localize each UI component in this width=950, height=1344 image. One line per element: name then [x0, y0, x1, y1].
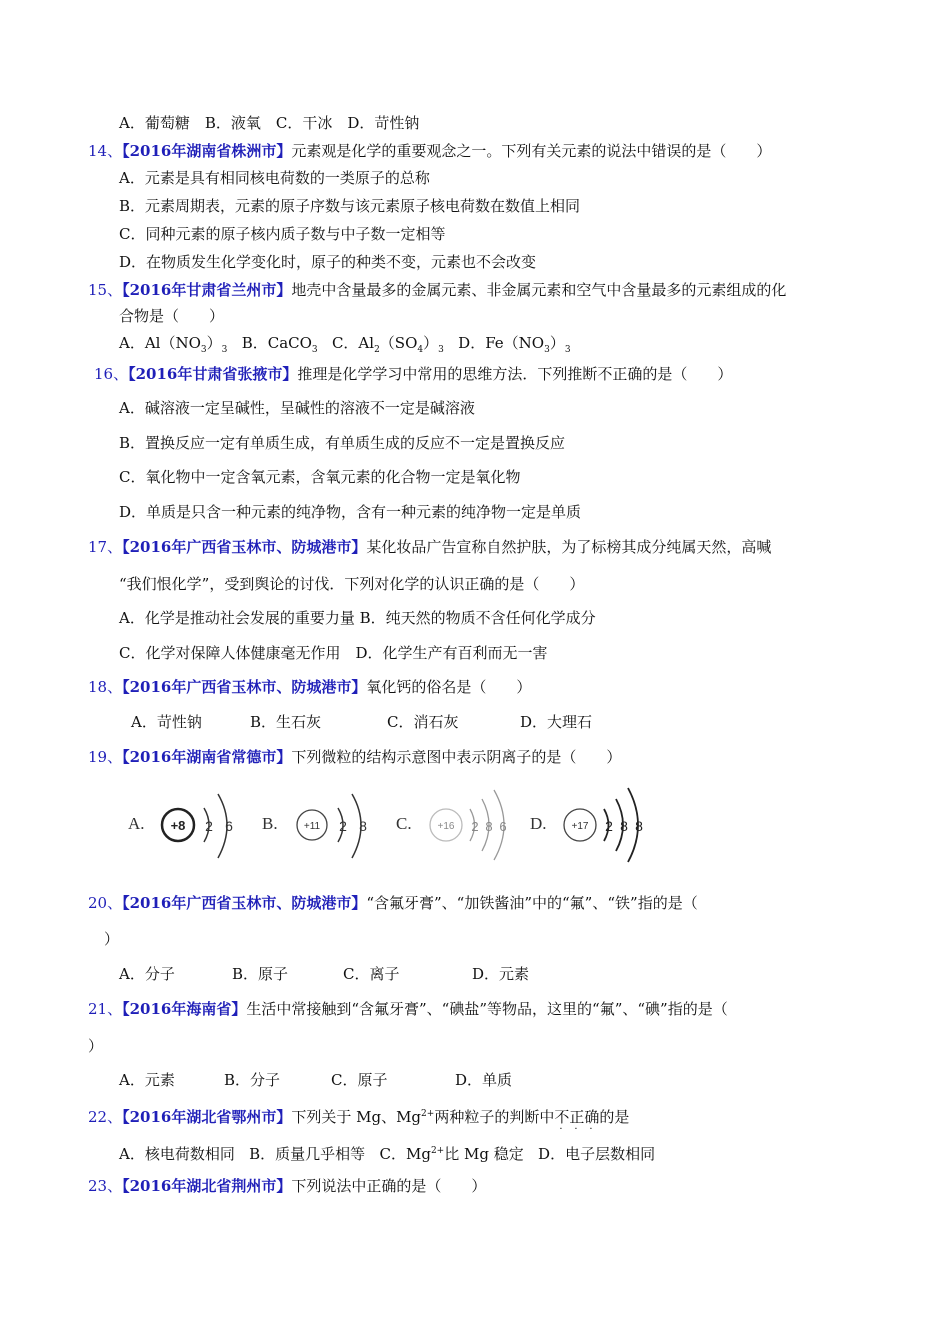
q14-option-d: D．在物质发生化学变化时，原子的种类不变，元素也不会改变: [119, 253, 537, 271]
question-stem: 生活中常接触到“含氟牙膏”、“碘盐”等物品，这里的“氟”、“碘”指的是（: [246, 1000, 728, 1018]
q16-option-a: A．碱溶液一定呈碱性，呈碱性的溶液不一定是碱溶液: [119, 399, 475, 417]
question-number: 14、: [88, 142, 123, 160]
q15-options: [119, 333, 571, 360]
question-stem: 下列说法中正确的是（ ）: [291, 1177, 487, 1195]
q15-option-a: A．$Al(NO_3)_3$: [119, 334, 228, 355]
question-stem: 下列微粒的结构示意图中表示阴离子的是（ ）: [291, 748, 622, 766]
q22-option-a: A．核电荷数相同: [119, 1145, 235, 1163]
q15-stem-cont: 合物是（ ）: [119, 307, 225, 325]
atom-structure-icon: [262, 782, 382, 868]
q16-option-b: B．置换反应一定有单质生成，有单质生成的反应不一定是置换反应: [119, 434, 566, 452]
question-20: [88, 893, 698, 913]
q20-option-a: A．分子: [119, 965, 175, 983]
q17-options-cd: C．化学对保障人体健康毫无作用 D．化学生产有百利而无一害: [119, 644, 548, 662]
q21-option-d: D．单质: [455, 1071, 513, 1089]
nucleus-charge: +8: [170, 818, 186, 833]
nucleus-charge: +16: [437, 821, 455, 832]
nucleus-charge: +11: [303, 821, 321, 832]
atom-structure-icon: [396, 782, 521, 868]
shell-electrons: 2: [205, 818, 213, 834]
question-source: 【2016年湖南省株洲市】: [122, 142, 292, 160]
q20-option-d: D．元素: [472, 965, 530, 983]
nucleus-charge: +17: [571, 821, 589, 832]
q18-option-b: B．生石灰: [250, 713, 322, 731]
atom-diagram-b: [262, 782, 382, 868]
atom-structure-icon: [530, 782, 655, 868]
q15-option-d: D．$Fe(NO_3)_3$: [458, 334, 571, 355]
question-19: [88, 747, 621, 767]
question-source: 【2016年广西省玉林市、防城港市】: [122, 538, 367, 556]
question-stem: 推理是化学学习中常用的思维方法．下列推断不正确的是（ ）: [297, 365, 733, 383]
q15-option-c: C．$Al_2(SO_4)_3$: [331, 334, 444, 355]
atom-label: A.: [128, 814, 145, 833]
q20-option-b: B．原子: [232, 965, 289, 983]
q16-option-c: C．氧化物中一定含氧元素，含氧元素的化合物一定是氧化物: [119, 468, 521, 486]
q16-option-d: D．单质是只含一种元素的纯净物，含有一种元素的纯净物一定是单质: [119, 503, 582, 521]
q21-option-a: A．元素: [119, 1071, 175, 1089]
shell-electrons: 8: [485, 819, 493, 834]
shell-electrons: 8: [635, 818, 643, 834]
shell-electrons: 8: [620, 818, 628, 834]
shell-electrons: 6: [499, 819, 507, 834]
atom-diagram-c: [396, 782, 521, 868]
q17-options-ab: A．化学是推动社会发展的重要力量 B．纯天然的物质不含任何化学成分: [119, 609, 596, 627]
question-number: 20、: [88, 894, 123, 912]
question-number: 23、: [88, 1177, 123, 1195]
q20-option-c: C．离子: [343, 965, 400, 983]
question-17: [88, 537, 771, 557]
q22-option-b: B．质量几乎相等: [249, 1145, 366, 1163]
shell-electrons: 2: [471, 819, 479, 834]
q21-option-b: B．分子: [224, 1071, 281, 1089]
q18-option-c: C．消石灰: [387, 713, 459, 731]
atom-structure-icon: [128, 782, 248, 868]
question-number: 18、: [88, 678, 123, 696]
question-number: 15、: [88, 281, 123, 299]
q18-option-a: A．苛性钠: [131, 713, 202, 731]
q14-option-a: A．元素是具有相同核电荷数的一类原子的总称: [119, 169, 430, 187]
question-source: 【2016年海南省】: [122, 1000, 247, 1018]
question-14: [88, 141, 771, 161]
emphasis-char: 不 ·: [554, 1108, 570, 1135]
question-18: [88, 677, 531, 697]
q22-option-d: D．电子层数相同: [538, 1145, 656, 1163]
q17-stem-cont: “我们恨化学”，受到舆论的讨伐．下列对化学的认识正确的是（ ）: [119, 575, 585, 593]
q14-option-b: B．元素周期表，元素的原子序数与该元素原子核电荷数在数值上相同: [119, 197, 581, 215]
shell-electrons: 2: [605, 818, 613, 834]
question-number: 22、: [88, 1108, 123, 1126]
q21-stem-cont: ）: [88, 1037, 104, 1055]
atom-label: D.: [530, 814, 547, 833]
question-stem: 某化妆品广告宣称自然护肤，为了标榜其成分纯属天然，高喊: [366, 538, 772, 556]
q18-option-d: D．大理石: [520, 713, 593, 731]
q22-option-c: C．$Mg^{2+}$比 Mg 稳定: [379, 1145, 524, 1163]
q14-option-c: C．同种元素的原子核内质子数与中子数一定相等: [119, 225, 446, 243]
question-16: [94, 364, 732, 384]
emphasis-char: 正 ·: [569, 1108, 585, 1135]
q20-stem-cont: ）: [104, 930, 120, 948]
shell-electrons: 6: [225, 818, 233, 834]
question-source: 【2016年广西省玉林市、防城港市】: [122, 894, 367, 912]
question-stem: 元素观是化学的重要观念之一。下列有关元素的说法中错误的是（ ）: [291, 142, 772, 160]
atom-diagram-a: [128, 782, 248, 868]
q22-options: [119, 1141, 655, 1164]
question-22: [88, 1104, 630, 1135]
atom-label: C.: [396, 814, 412, 833]
question-15: [88, 280, 786, 300]
question-stem: 下列关于 Mg、$Mg^{2+}$两种粒子的判断中不 · 正 · 确 · 的是: [291, 1108, 630, 1135]
q15-option-b: B．CaCO$_3$: [241, 334, 318, 355]
emphasis-char: 确 ·: [584, 1108, 600, 1135]
atom-diagram-d: [530, 782, 655, 868]
question-number: 17、: [88, 538, 123, 556]
question-number: 21、: [88, 1000, 123, 1018]
question-stem: “含氟牙膏”、“加铁酱油”中的“氟”、“铁”指的是（: [366, 894, 698, 912]
question-number: 19、: [88, 748, 123, 766]
question-stem: 氧化钙的俗名是（ ）: [366, 678, 532, 696]
question-stem: 地壳中含量最多的金属元素、非金属元素和空气中含量最多的元素组成的化: [291, 281, 787, 299]
question-source: 【2016年湖南省常德市】: [122, 748, 292, 766]
atom-label: B.: [262, 814, 278, 833]
question-source: 【2016年湖北省荆州市】: [122, 1177, 292, 1195]
question-source: 【2016年甘肃省兰州市】: [122, 281, 292, 299]
question-21: [88, 999, 728, 1019]
question-source: 【2016年湖北省鄂州市】: [122, 1108, 292, 1126]
question-number: 16、: [94, 365, 129, 383]
shell-electrons: 2: [339, 818, 347, 834]
shell-electrons: 8: [359, 818, 367, 834]
q13-options: A．葡萄糖 B．液氧 C．干冰 D．苛性钠: [119, 114, 420, 132]
question-source: 【2016年广西省玉林市、防城港市】: [122, 678, 367, 696]
q21-option-c: C．原子: [331, 1071, 388, 1089]
question-23: [88, 1176, 486, 1196]
question-source: 【2016年甘肃省张掖市】: [128, 365, 298, 383]
